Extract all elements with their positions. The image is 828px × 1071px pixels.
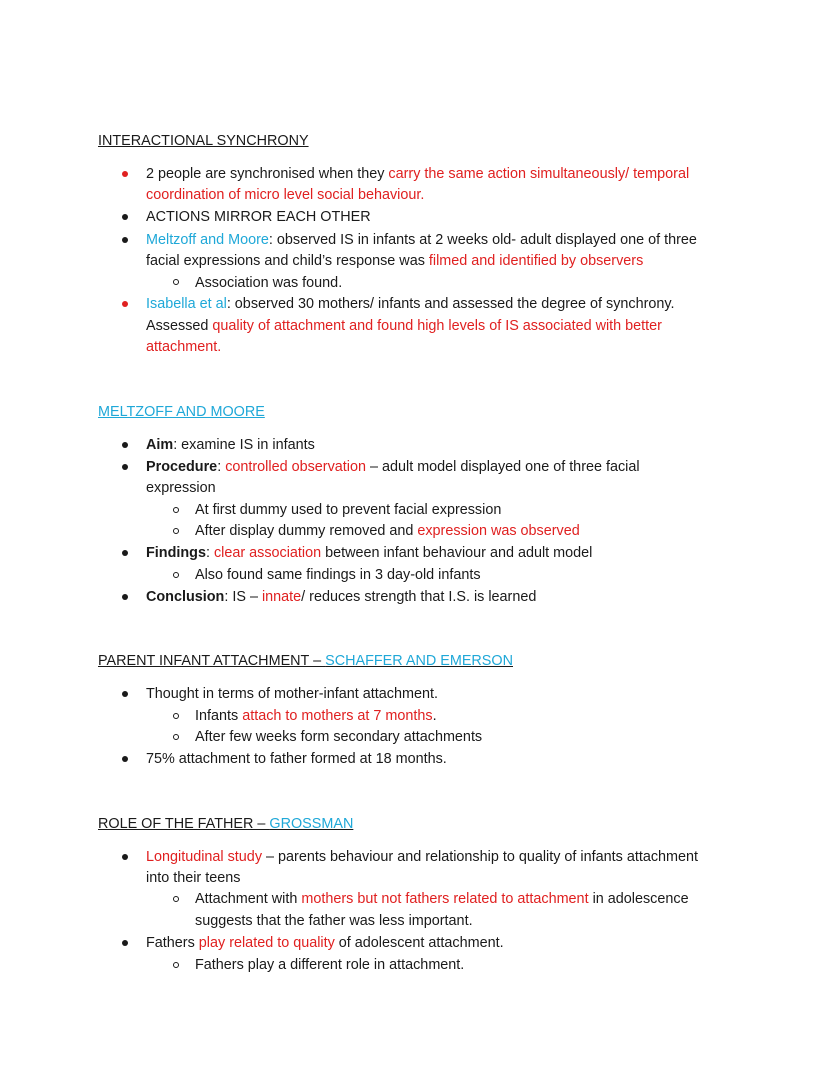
highlight-text: attach to mothers at 7 months — [242, 708, 433, 724]
label-text: Conclusion — [146, 589, 225, 605]
s1-bullet3-sub1: Association was found. — [195, 275, 343, 291]
highlight-text: play related to quality — [198, 935, 335, 951]
bullet-icon — [122, 691, 128, 697]
bullet-icon — [122, 940, 128, 946]
highlight-text: expression was observed — [417, 523, 580, 539]
s4-sub2: Fathers play a different role in attachment. — [195, 957, 465, 973]
s1-bullet4-line3: attachment. — [146, 339, 222, 355]
text: : IS – — [224, 589, 262, 605]
highlight-text: carry the same action simultaneously/ temporal — [388, 166, 690, 182]
s3-bullet1: Thought in terms of mother-infant attachment. — [146, 686, 438, 702]
heading-meltzoff-and-moore: MELTZOFF AND MOORE — [98, 404, 265, 420]
s1-bullet3-line2 — [146, 251, 643, 271]
text: 2 people are synchronised when they — [146, 166, 389, 182]
s2-aim — [146, 435, 315, 455]
s2-procedure-sub2 — [195, 521, 580, 541]
heading-text: PARENT INFANT ATTACHMENT – — [98, 653, 326, 669]
bullet-icon — [122, 594, 128, 600]
highlight-text: clear association — [213, 545, 322, 561]
highlight-text: controlled observation — [225, 459, 366, 475]
s2-procedure-sub1: At first dummy used to prevent facial expression — [195, 502, 502, 518]
highlight-text: Longitudinal study — [146, 849, 263, 865]
s3-sub2: After few weeks form secondary attachments — [195, 729, 483, 745]
text: Fathers — [146, 935, 199, 951]
bullet-icon — [122, 171, 128, 177]
text: of adolescent attachment. — [334, 935, 504, 951]
sub-bullet-icon — [173, 962, 179, 968]
s4-bullet1-line2: into their teens — [146, 870, 241, 886]
label-text: Aim — [146, 437, 174, 453]
highlight-text: filmed and identified by observers — [428, 253, 644, 269]
text: : observed IS in infants at 2 weeks old- adult displayed one of three — [268, 232, 697, 248]
text: After display dummy removed and — [195, 523, 418, 539]
text: / reduces strength that I.S. is learned — [301, 589, 537, 605]
bullet-icon — [122, 756, 128, 762]
s1-bullet1-line1 — [146, 164, 689, 184]
s2-findings — [146, 543, 592, 563]
s4-sub1-line2: suggests that the father was less important. — [195, 913, 473, 929]
sub-bullet-icon — [173, 896, 179, 902]
highlight-text: innate — [261, 589, 302, 605]
heading-author: SCHAFFER AND EMERSON — [325, 653, 513, 669]
sub-bullet-icon — [173, 507, 179, 513]
author-text: Meltzoff and Moore — [146, 232, 269, 248]
text: Infants — [195, 708, 243, 724]
s3-sub1 — [195, 706, 437, 726]
s2-findings-sub1: Also found same findings in 3 day-old infants — [195, 567, 481, 583]
s4-bullet2 — [146, 933, 504, 953]
label-text: Procedure — [146, 459, 218, 475]
bullet-icon — [122, 854, 128, 860]
heading-parent-infant-attachment — [98, 651, 513, 671]
text: – adult model displayed one of three facial — [365, 459, 640, 475]
text: between infant behaviour and adult model — [321, 545, 593, 561]
s4-bullet1-line1 — [146, 847, 698, 867]
sub-bullet-icon — [173, 279, 179, 285]
highlight-text: quality of attachment and found high levels of IS associated with better — [212, 318, 662, 334]
text: Assessed — [146, 318, 213, 334]
text: : — [205, 545, 214, 561]
text: Attachment with — [195, 891, 302, 907]
author-text: Isabella et al — [146, 296, 227, 312]
heading-role-of-the-father — [98, 814, 353, 834]
text: : examine IS in infants — [173, 437, 315, 453]
s1-bullet1-line2: coordination of micro level social behaviour. — [146, 187, 425, 203]
s1-bullet2: ACTIONS MIRROR EACH OTHER — [146, 209, 371, 225]
label-text: Findings — [146, 545, 206, 561]
sub-bullet-icon — [173, 734, 179, 740]
bullet-icon — [122, 550, 128, 556]
text: : observed 30 mothers/ infants and assessed the degree of synchrony. — [226, 296, 675, 312]
s2-procedure-line2: expression — [146, 480, 216, 496]
s2-procedure-line1 — [146, 457, 640, 477]
bullet-icon — [122, 214, 128, 220]
sub-bullet-icon — [173, 528, 179, 534]
heading-text: ROLE OF THE FATHER – — [98, 816, 270, 832]
s3-bullet2: 75% attachment to father formed at 18 months. — [146, 751, 447, 767]
s1-bullet4-line1 — [146, 294, 675, 314]
s1-bullet4-line2 — [146, 316, 662, 336]
bullet-icon — [122, 464, 128, 470]
s1-bullet3-line1 — [146, 230, 697, 250]
highlight-text: mothers but not fathers related to attachment — [301, 891, 589, 907]
heading-author: GROSSMAN — [269, 816, 354, 832]
text: facial expressions and child’s response was — [146, 253, 429, 269]
s4-sub1-line1 — [195, 889, 689, 909]
bullet-icon — [122, 301, 128, 307]
text: – parents behaviour and relationship to quality of infants attachment — [262, 849, 699, 865]
heading-interactional-synchrony: INTERACTIONAL SYNCHRONY — [98, 133, 309, 149]
sub-bullet-icon — [173, 572, 179, 578]
text: : — [217, 459, 226, 475]
bullet-icon — [122, 442, 128, 448]
sub-bullet-icon — [173, 713, 179, 719]
bullet-icon — [122, 237, 128, 243]
text: in adolescence — [588, 891, 689, 907]
s2-conclusion — [146, 587, 536, 607]
text: . — [432, 708, 437, 724]
